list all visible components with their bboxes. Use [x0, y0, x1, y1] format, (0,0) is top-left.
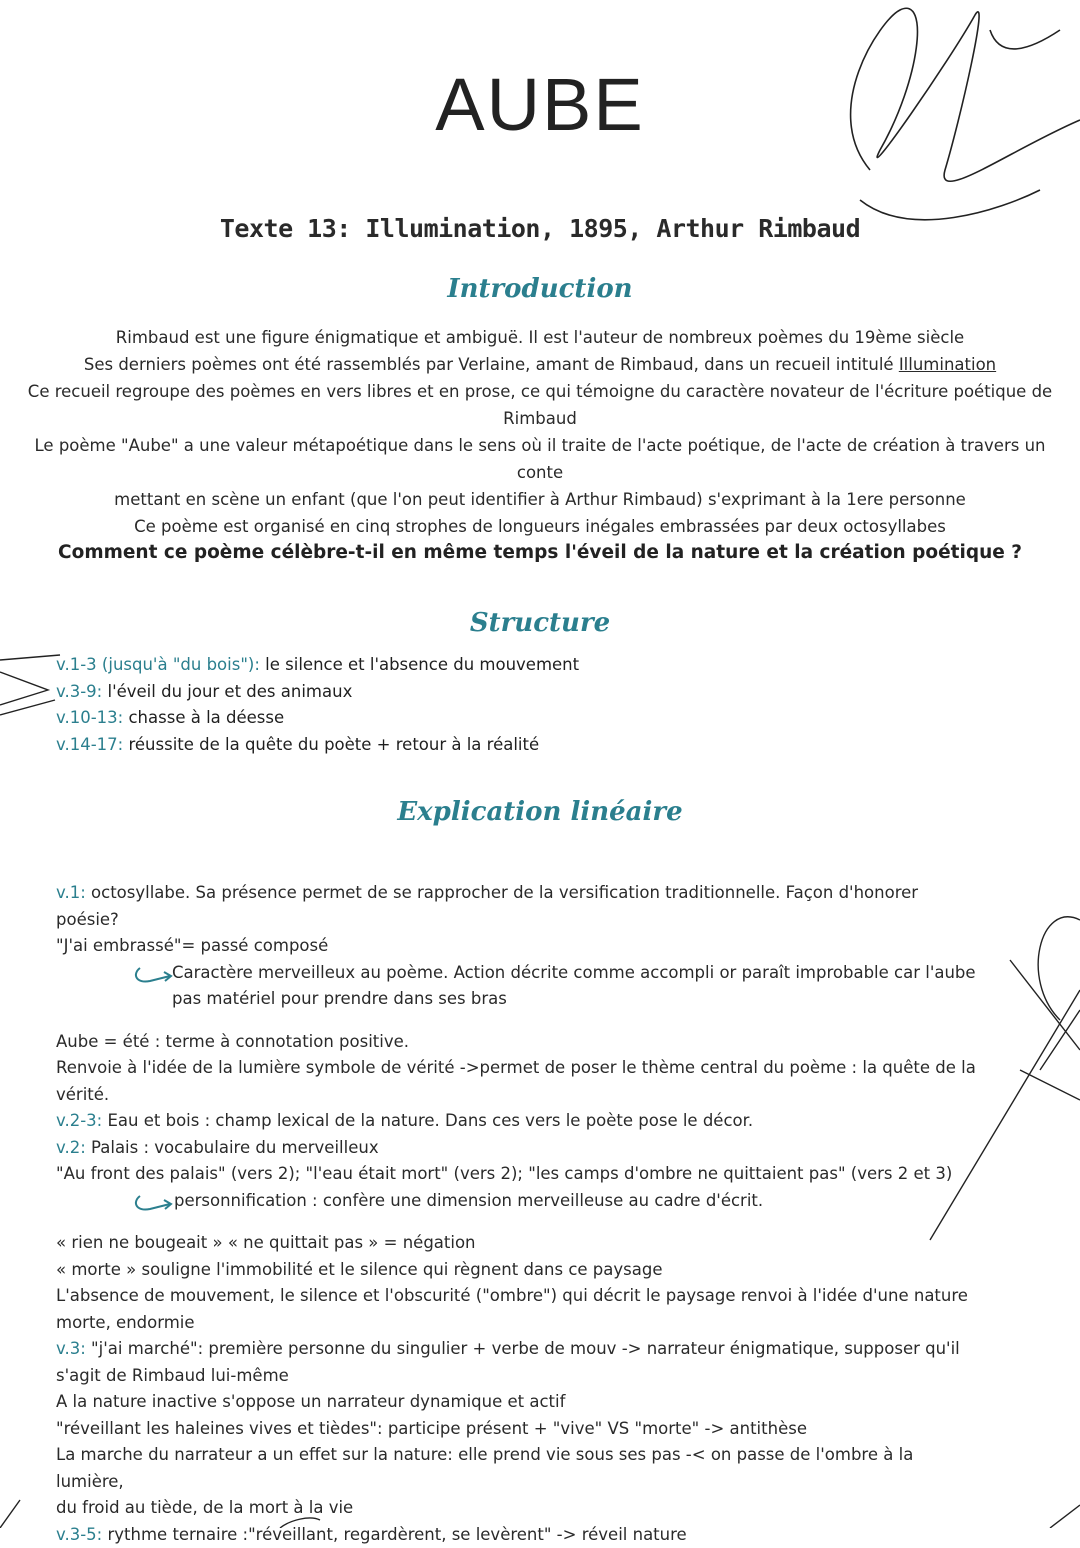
- introduction-block: [20, 324, 1060, 540]
- structure-list: [56, 652, 956, 758]
- expl-line: Renvoie à l'idée de la lumière symbole de vérité ->permet de poser le thème central du poème : la quête de la vérité.: [56, 1055, 986, 1108]
- structure-item: v.3-9: l'éveil du jour et des animaux: [56, 679, 956, 706]
- expl-line: v.2: Palais : vocabulaire du merveilleux: [56, 1135, 986, 1162]
- expl-line: Caractère merveilleux au poème. Action décrite comme accompli or paraît improbable car l'aube: [56, 960, 986, 987]
- expl-line: La marche du narrateur a un effet sur la nature: elle prend vie sous ses pas -< on passe de l'ombre à la lumière,: [56, 1442, 986, 1495]
- expl-line: « rien ne bougeait » « ne quittait pas » = négation: [56, 1230, 986, 1257]
- expl-line: "réveillant les haleines vives et tièdes": participe présent + "vive" VS "morte" -> antithèse: [56, 1416, 986, 1443]
- scribble-decoration-left: [0, 655, 60, 715]
- structure-item: v.10-13: chasse à la déesse: [56, 705, 956, 732]
- page-title: AUBE: [0, 62, 1080, 147]
- intro-line: Rimbaud est une figure énigmatique et ambiguë. Il est l'auteur de nombreux poèmes du 19ème siècle: [20, 324, 1060, 351]
- expl-line: s'agit de Rimbaud lui-même: [56, 1363, 986, 1390]
- expl-line: personnification : confère une dimension merveilleuse au cadre d'écrit.: [56, 1188, 986, 1215]
- expl-line: morte, endormie: [56, 1310, 986, 1337]
- expl-line: "J'ai embrassé"= passé composé: [56, 933, 986, 960]
- subtitle: Texte 13: Illumination, 1895, Arthur Rimbaud: [0, 214, 1080, 243]
- intro-line: Le poème "Aube" a une valeur métapoétique dans le sens où il traite de l'acte poétique, de l'acte de création à travers un conte: [20, 432, 1060, 486]
- expl-line: v.3-5: rythme ternaire :"réveillant, regardèrent, se levèrent" -> réveil nature: [56, 1522, 986, 1548]
- expl-line: Aube = été : terme à connotation positive.: [56, 1029, 986, 1056]
- intro-line: Ce poème est organisé en cinq strophes de longueurs inégales embrassées par deux octosyllabes: [20, 513, 1060, 540]
- heading-introduction: Introduction: [0, 274, 1080, 304]
- problematique: Comment ce poème célèbre-t-il en même temps l'éveil de la nature et la création poétique ?: [0, 542, 1080, 563]
- explication-block: [56, 880, 986, 1548]
- intro-line: Ses derniers poèmes ont été rassemblés par Verlaine, amant de Rimbaud, dans un recueil intitulé Illumination: [20, 351, 1060, 378]
- structure-item: v.14-17: réussite de la quête du poète + retour à la réalité: [56, 732, 956, 759]
- expl-line: pas matériel pour prendre dans ses bras: [56, 986, 986, 1013]
- intro-line: Rimbaud: [20, 405, 1060, 432]
- expl-line: v.3: "j'ai marché": première personne du singulier + verbe de mouv -> narrateur énigmatique, supposer qu'il: [56, 1336, 986, 1363]
- heading-explication: Explication linéaire: [0, 797, 1080, 827]
- expl-line: du froid au tiède, de la mort à la vie: [56, 1495, 986, 1522]
- expl-line: v.1: octosyllabe. Sa présence permet de se rapprocher de la versification traditionnelle. Façon d'honorer poésie?: [56, 880, 986, 933]
- curved-arrow-icon: [130, 1192, 174, 1214]
- expl-line: "Au front des palais" (vers 2); "l'eau était mort" (vers 2); "les camps d'ombre ne quittaient pas" (vers 2 et 3): [56, 1161, 986, 1188]
- intro-line: Ce recueil regroupe des poèmes en vers libres et en prose, ce qui témoigne du caractère novateur de l'écriture poétique de: [20, 378, 1060, 405]
- heading-structure: Structure: [0, 608, 1080, 638]
- expl-line: v.2-3: Eau et bois : champ lexical de la nature. Dans ces vers le poète pose le décor.: [56, 1108, 986, 1135]
- structure-item: v.1-3 (jusqu'à "du bois"): le silence et l'absence du mouvement: [56, 652, 956, 679]
- curved-arrow-icon: [130, 964, 174, 986]
- expl-line: A la nature inactive s'oppose un narrateur dynamique et actif: [56, 1389, 986, 1416]
- recueil-title: Illumination: [899, 355, 996, 374]
- expl-line: « morte » souligne l'immobilité et le silence qui règnent dans ce paysage: [56, 1257, 986, 1284]
- intro-line: mettant en scène un enfant (que l'on peut identifier à Arthur Rimbaud) s'exprimant à la 1ere personne: [20, 486, 1060, 513]
- expl-line: L'absence de mouvement, le silence et l'obscurité ("ombre") qui décrit le paysage renvoi à l'idée d'une nature: [56, 1283, 986, 1310]
